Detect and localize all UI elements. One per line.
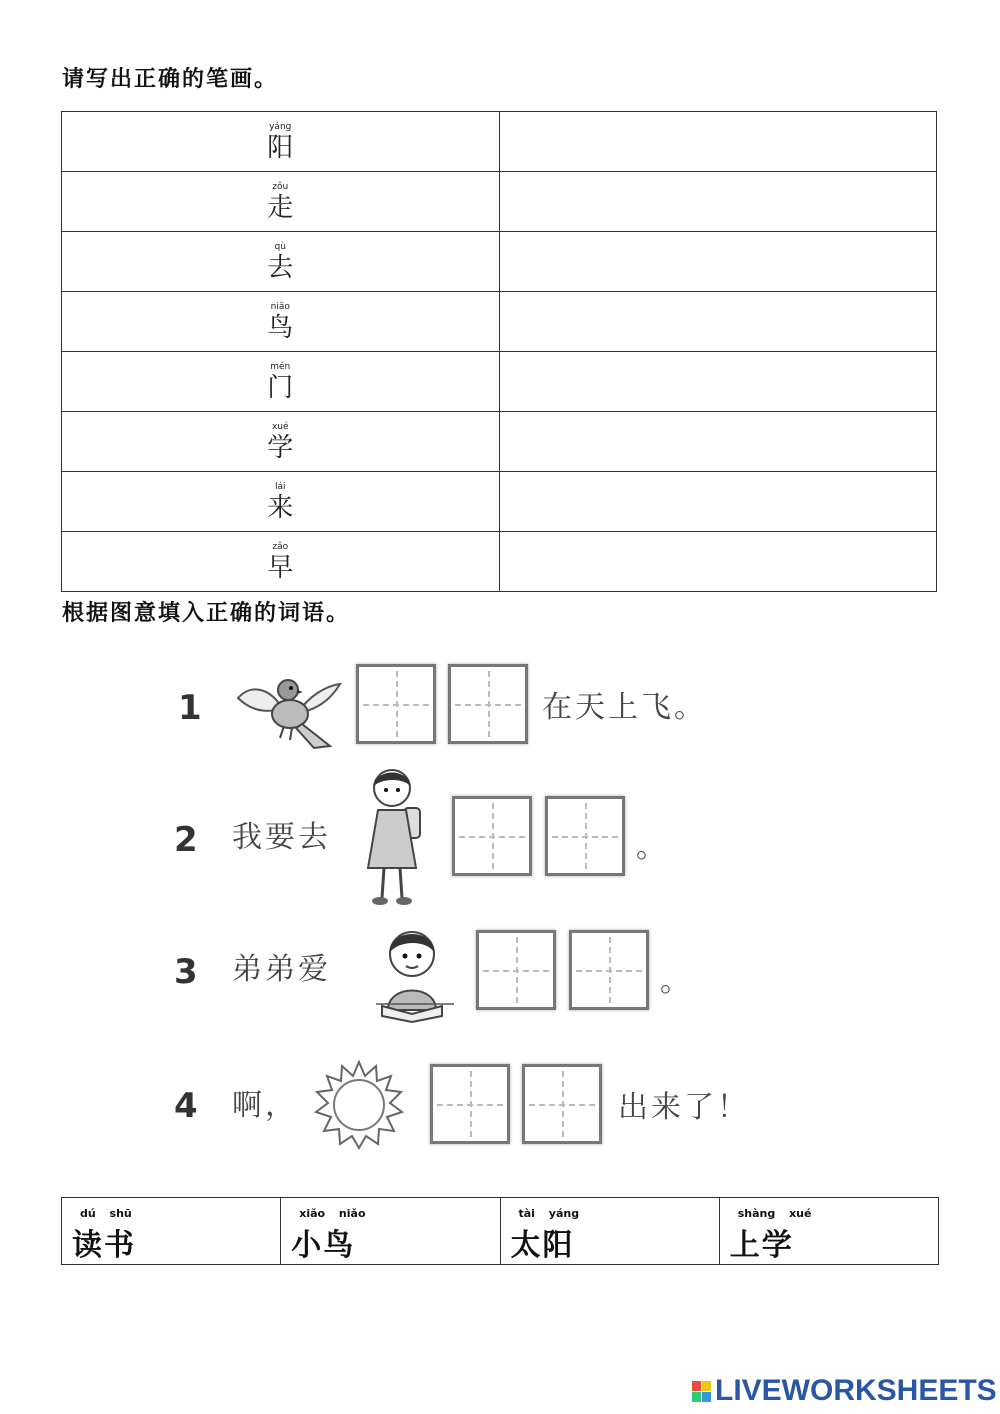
character-pinyin: yáng — [269, 121, 292, 132]
word-pinyin: shàng xué — [737, 1207, 812, 1220]
sentence-text-after: 。 — [636, 830, 669, 865]
character-pinyin: zǎo — [272, 541, 289, 552]
reading-boy-icon — [376, 924, 456, 1024]
word-pinyin: dú shū — [80, 1207, 132, 1220]
character: 早 — [267, 552, 294, 583]
character-cell — [62, 472, 500, 532]
character-cell — [62, 172, 500, 232]
character: 走 — [267, 192, 294, 223]
item-number: 4 — [174, 1086, 198, 1126]
stroke-row — [62, 472, 937, 532]
character: 阳 — [267, 132, 294, 163]
answer-box[interactable] — [430, 1064, 510, 1144]
word-bank-item — [501, 1198, 720, 1264]
stroke-answer-field[interactable] — [499, 172, 937, 232]
sentence-text-before: 弟弟爱 — [232, 952, 331, 987]
word-pinyin: tài yáng — [518, 1207, 580, 1220]
stroke-row — [62, 352, 937, 412]
character: 门 — [267, 372, 294, 403]
character-pinyin: qù — [274, 241, 286, 252]
word-bank-item — [720, 1198, 938, 1264]
answer-box[interactable] — [569, 930, 649, 1010]
stroke-row — [62, 112, 937, 172]
stroke-answer-field[interactable] — [499, 532, 937, 592]
character-pinyin: lái — [274, 481, 286, 492]
character: 鸟 — [267, 312, 294, 343]
bird-icon — [232, 668, 344, 752]
word: 小鸟 — [291, 1228, 356, 1263]
word-pinyin: xiǎo niǎo — [299, 1207, 366, 1220]
stroke-row — [62, 292, 937, 352]
character-cell — [62, 292, 500, 352]
character: 学 — [267, 432, 294, 463]
stroke-row — [62, 172, 937, 232]
answer-box[interactable] — [448, 664, 528, 744]
character: 来 — [267, 492, 294, 523]
character-cell — [62, 112, 500, 172]
stroke-answer-field[interactable] — [499, 412, 937, 472]
character-pinyin: zǒu — [272, 181, 289, 192]
character-cell — [62, 232, 500, 292]
sentence-text-after: 。 — [660, 964, 693, 999]
item-number: 1 — [178, 688, 202, 728]
stroke-answer-field[interactable] — [499, 352, 937, 412]
character-pinyin: niǎo — [270, 301, 290, 312]
instruction-fill-words: 根据图意填入正确的词语。 — [62, 600, 351, 626]
stroke-answer-field[interactable] — [499, 112, 937, 172]
liveworksheets-logo[interactable] — [692, 1374, 997, 1408]
answer-box[interactable] — [356, 664, 436, 744]
stroke-answer-field[interactable] — [499, 232, 937, 292]
logo-text: LIVEWORKSHEETS — [715, 1374, 997, 1407]
schoolgirl-icon — [360, 764, 426, 908]
logo-mark-icon — [692, 1381, 711, 1402]
sentence-text-after: 在天上飞。 — [542, 690, 707, 725]
stroke-answer-field[interactable] — [499, 292, 937, 352]
sentence-text-after: 出来了！ — [618, 1090, 750, 1125]
sun-icon — [314, 1060, 404, 1150]
word-bank — [61, 1197, 939, 1265]
stroke-answer-field[interactable] — [499, 472, 937, 532]
character-pinyin: xué — [271, 421, 289, 432]
stroke-row — [62, 532, 937, 592]
stroke-row — [62, 232, 937, 292]
answer-box[interactable] — [545, 796, 625, 876]
answer-box[interactable] — [522, 1064, 602, 1144]
character-cell — [62, 532, 500, 592]
stroke-row — [62, 412, 937, 472]
character-cell — [62, 412, 500, 472]
sentence-text-before: 啊， — [232, 1088, 298, 1123]
answer-box[interactable] — [452, 796, 532, 876]
answer-box[interactable] — [476, 930, 556, 1010]
stroke-table — [61, 111, 937, 592]
word-bank-item — [281, 1198, 500, 1264]
character-pinyin: mén — [270, 361, 291, 372]
word: 上学 — [729, 1228, 794, 1263]
word: 太阳 — [510, 1228, 575, 1263]
character: 去 — [267, 252, 294, 283]
item-number: 2 — [174, 820, 198, 860]
character-cell — [62, 352, 500, 412]
sentence-text-before: 我要去 — [232, 820, 331, 855]
word-bank-item — [62, 1198, 281, 1264]
word: 读书 — [72, 1228, 136, 1263]
item-number: 3 — [174, 952, 198, 992]
instruction-strokes: 请写出正确的笔画。 — [62, 66, 279, 92]
